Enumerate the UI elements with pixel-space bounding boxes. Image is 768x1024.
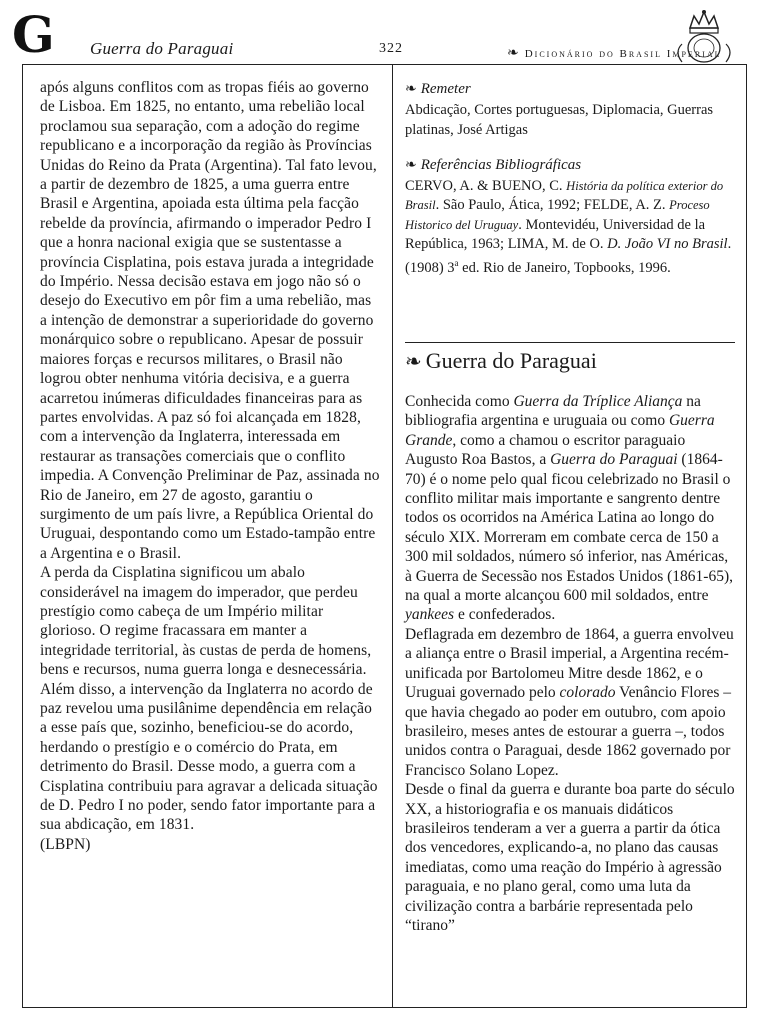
imperial-crest-icon [668,8,740,64]
body-paragraph: Conhecida como Guerra da Tríplice Aliança na bibliografia argentina e uruguaia ou como Guerra Grande, como a chamou o escritor paraguaio Augusto Roa Bastos, a Guerra do Paraguai (1864-70) é o nome pelo qual ficou celebrizado no Brasil o conflito militar mais importante e sangrento dentre todos os ocorridos na América Latina ao longo do século XIX. Morreram em combate cerca de 150 a 300 mil soldados, número só inferior, nas Américas, à Guerra de Secessão nos Estados Unidos (1861-65), na qual a morte alcançou 600 mil soldados, entre yankees e confederados. [405,393,734,624]
body-paragraph: Deflagrada em dezembro de 1864, a guerra envolveu a aliança entre o Brasil imperial, a Argentina recém-unificada por Bartolomeu Mitre desde 1862, e o Uruguai governado pelo colorado Venâncio Flores – que havia chegado ao poder em outubro, com apoio brasileiro, meses antes de estourar a guerra –, todos unidos contra o Paraguai, desde 1862 governado por Francisco Solano Lopez. [405,625,734,779]
frame-left-border [22,64,23,1008]
reference-title: Proceso Historico del Uruguay [405,198,710,232]
frame-bottom-border [22,1007,746,1008]
section-initial-letter: G [12,5,55,64]
remeter-heading: ❧ Remeter [405,81,471,97]
leaf-ornament-icon: ❧ [405,351,422,373]
dictionary-name: Dicionário do Brasil Imperial [524,48,722,60]
references-heading: ❧ Referências Bibliográficas [405,156,582,173]
entry-title: ❧ Guerra do Paraguai [405,348,597,373]
author-signature: (LBPN) [40,835,91,853]
body-paragraph: A perda da Cisplatina significou um abalo considerável na imagem do imperador, que perdeu prestígio como cabeça de um Império militar glorioso. O regime fracassara em manter a integridade territorial, às custas de perda de homens, bens e recursos, numa guerra longa e desnecessária. Além disso, a intervenção da Inglaterra no acordo de paz revelou uma pusilânime dependência em relação a esse país que, sozinho, beneficiou-se do acordo, herdando o prestígio e o comércio do Prata, em detrimento do Brasil. Desse modo, a guerra com a Cisplatina contribuiu para agravar a delicada situação de D. Pedro I no poder, sendo fator importante para a sua abdicação, em 1831. [40,564,378,834]
body-paragraph: após alguns conflitos com as tropas fiéis ao governo de Lisboa. Em 1825, no entanto, uma rebelião local proclamou sua separação, com a adoção do regime republicano e a incorporação da região às Províncias Unidas do Reino da Prata (Argentina). Tal fato levou, a partir de dezembro de 1825, a uma guerra entre Brasil e Argentina, apoiada esta última pela facção rebelde da província, afirmando o imperador Pedro I que a honra nacional exigia que se sustentasse a província Cisplatina, pois estava jurada a integridade do Império. Nessa decisão estava em jogo não só o desejo do Executivo em pôr fim a uma rebelião, mas a intenção de demonstrar a superioridade do governo monárquico sobre o republicano. Apesar de possuir maiores forças e recursos militares, o Brasil não logrou obter nenhuma vitória decisiva, e a guerra acarretou inúmeras dificuldades financeiras para as partes envolvidas. A paz só foi alcançada em 1828, com a intervenção da Inglaterra, interessada em restaurar as transações comerciais que o conflito impedia. A Convenção Preliminar de Paz, assinada no Rio de Janeiro, em 27 de agosto, garantiu o surgimento de um país livre, a República Oriental do Uruguai, despontando como um Estado-tampão entre a Argentina e o Brasil. [40,79,380,562]
reference-title: D. João VI no Brasil [607,235,728,252]
page-number: 322 [379,41,403,56]
reference-title: História da política exterior do Brasil [405,179,724,213]
entry-body [405,392,735,935]
leaf-ornament-icon: ❧ [405,82,417,97]
frame-right-border [746,64,747,1008]
header-rule [22,64,746,65]
column-divider [392,64,393,1008]
right-column-top [405,80,735,278]
page-header [0,0,768,70]
leaf-ornament-icon: ❧ [405,157,417,173]
remeter-list: Abdicação, Cortes portuguesas, Diplomacia, Guerras platinas, José Artigas [405,102,714,138]
body-paragraph: Desde o final da guerra e durante boa parte do século XX, a historiografia e os manuais didáticos brasileiros tenderam a ver a guerra a partir da ótica dos vencedores, explicando-a, no plano das causas imediatas, como uma reação do Império à agressão paraguaia, e no plano geral, como uma luta da civilização contra a barbárie representada pelo “tirano” [405,781,735,934]
entry-separator-rule [405,342,735,343]
left-column [40,78,380,854]
references-list: CERVO, A. & BUENO, C. História da política exterior do Brasil. São Paulo, Ática, 1992; FELDE, A. Z. Proceso Historico del Uruguay. Montevidéu, Universidad de la República, 1963; LIMA, M. de O. D. João VI no Brasil. (1908) 3$^a$ ed. Rio de Janeiro, Topbooks, 1996. [405,178,732,276]
leaf-ornament-icon: ❧ [507,46,521,61]
running-title: Guerra do Paraguai [90,39,234,58]
